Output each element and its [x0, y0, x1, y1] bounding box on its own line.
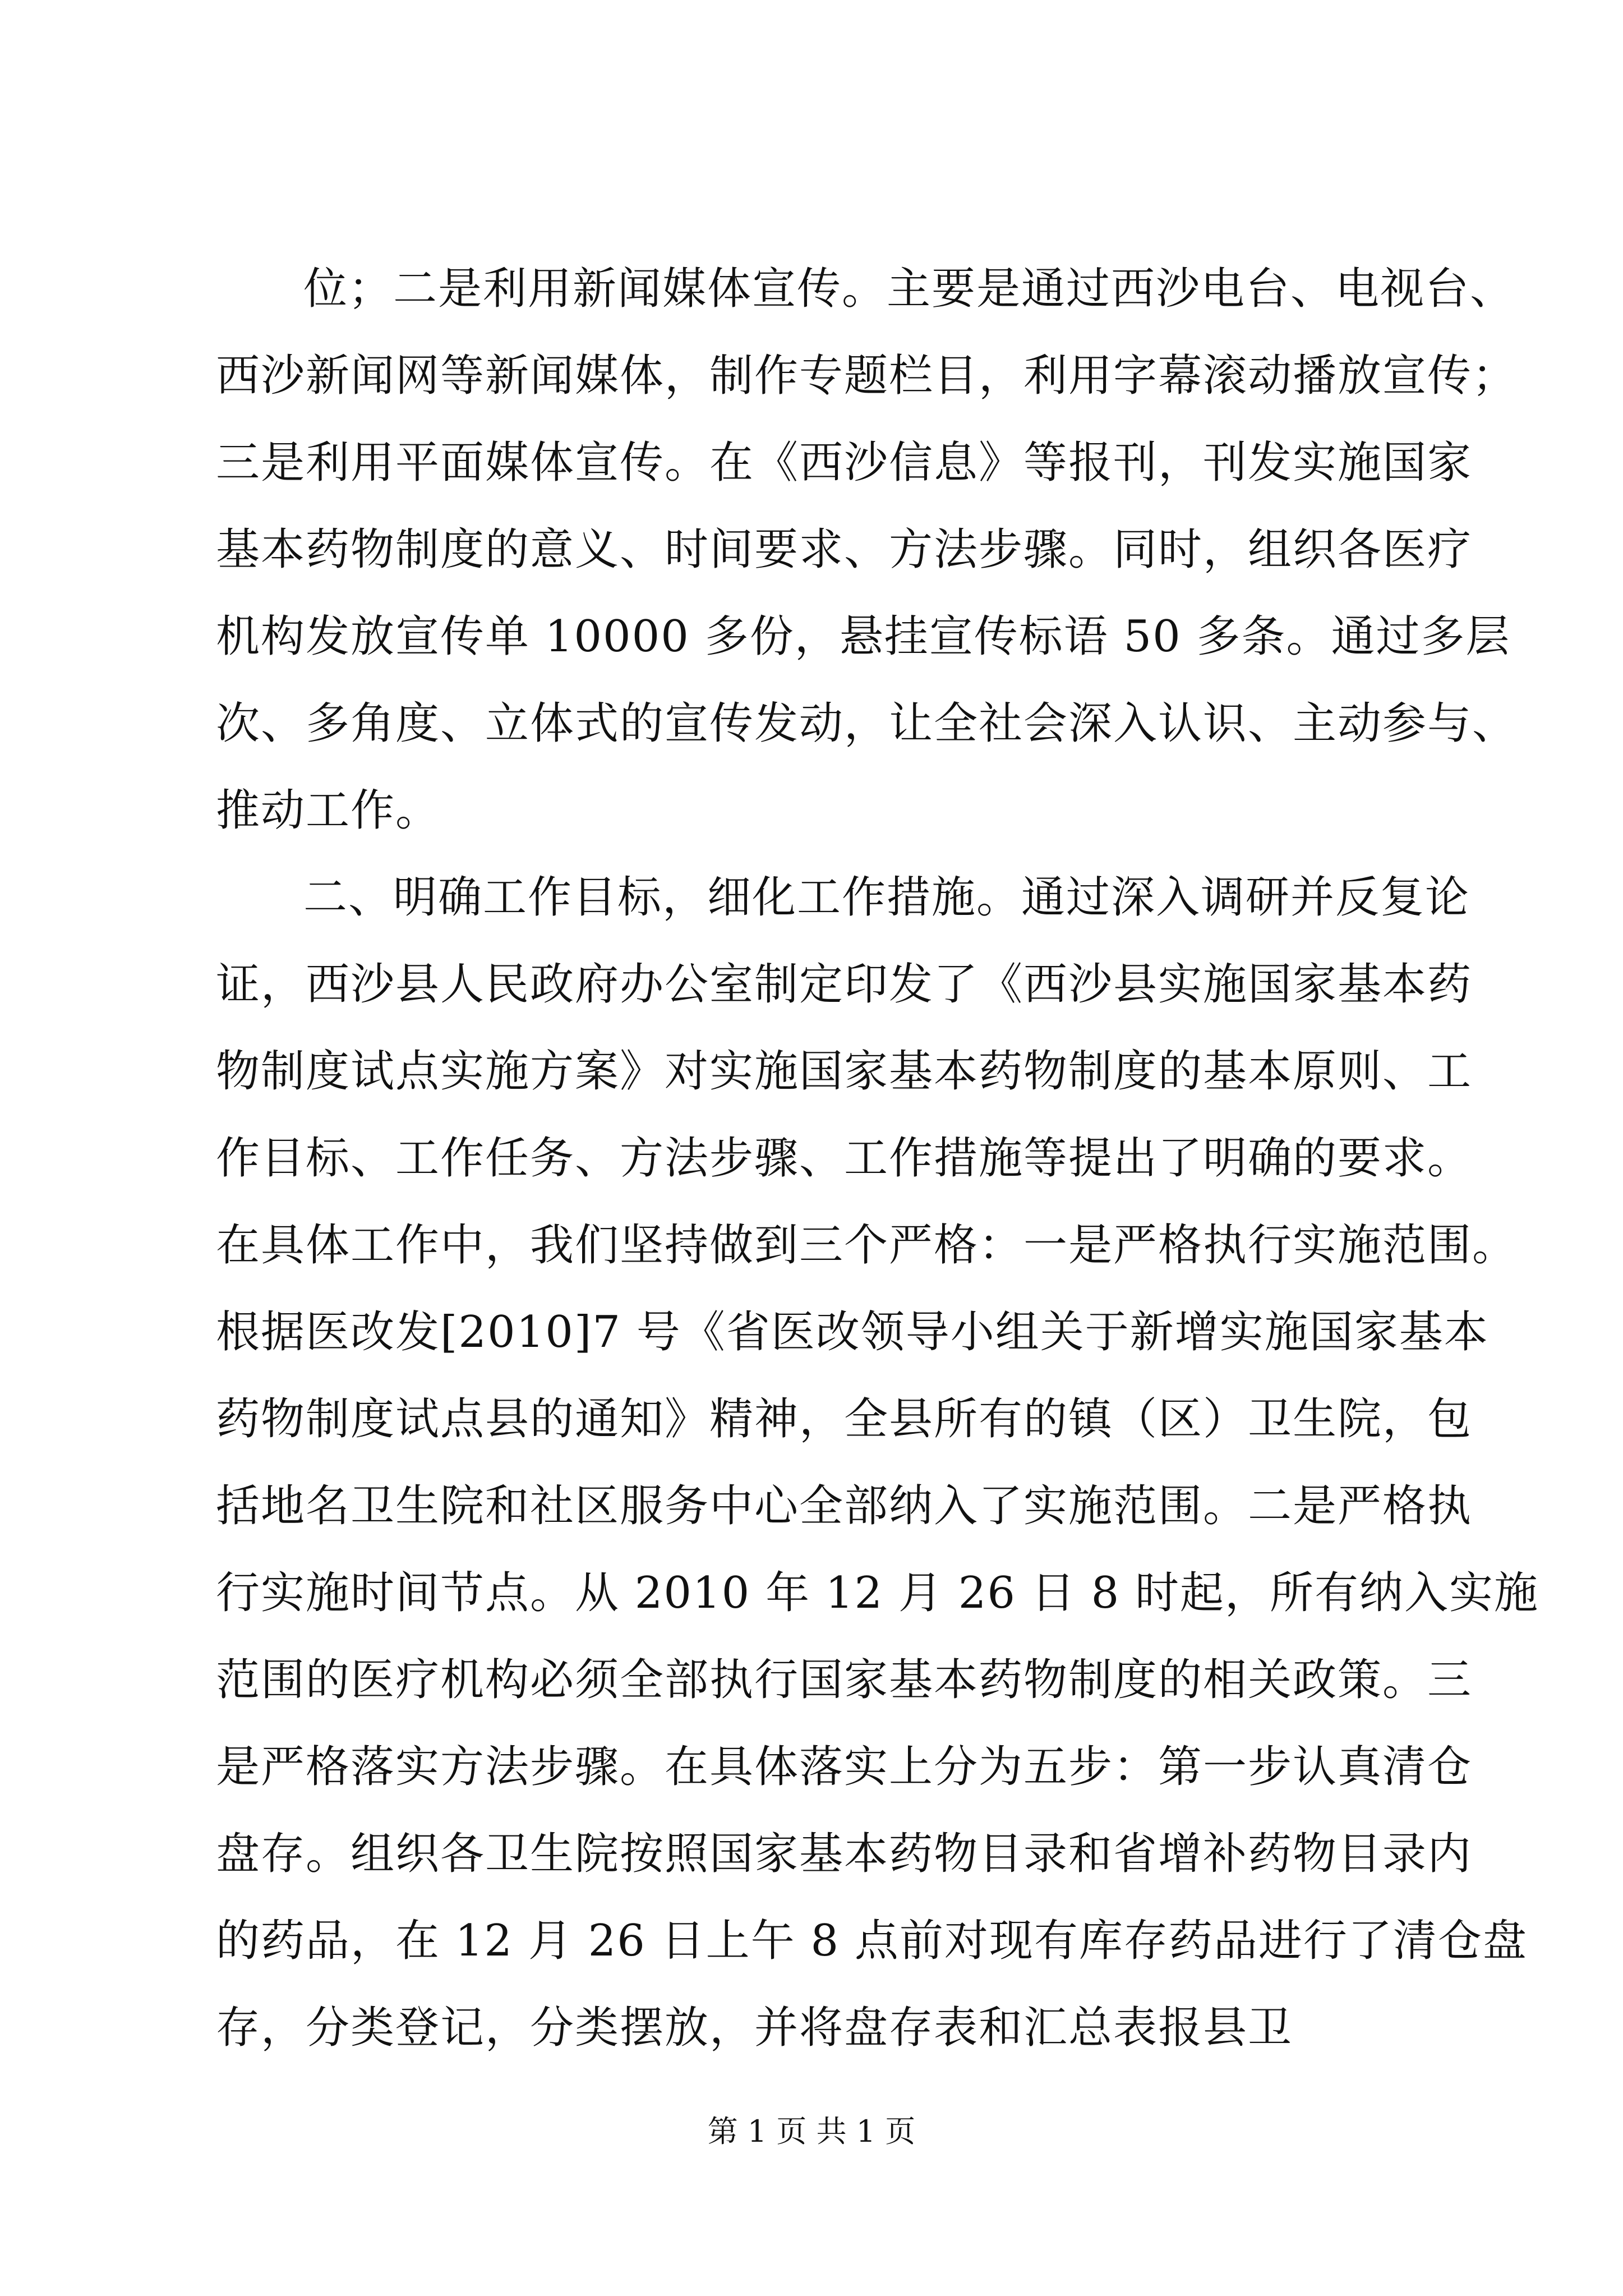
- text-line: 二、明确工作目标，细化工作措施。通过深入调研并反复论: [303, 872, 1470, 923]
- text-line: 在具体工作中，我们坚持做到三个严格：一是严格执行实施范围。: [216, 1220, 1518, 1271]
- text-line: 根据医改发[2010]7 号《省医改领导小组关于新增实施国家基本: [216, 1307, 1489, 1358]
- page-footer: 第 1 页 共 1 页: [707, 2114, 916, 2149]
- text-line: 药物制度试点县的通知》精神，全县所有的镇（区）卫生院，包: [216, 1394, 1473, 1444]
- text-line: 次、多角度、立体式的宣传发动，让全社会深入认识、主动参与、: [216, 698, 1518, 749]
- text-line: 行实施时间节点。从 2010 年 12 月 26 日 8 时起，所有纳入实施: [216, 1568, 1539, 1618]
- text-line: 存，分类登记，分类摆放，并将盘存表和汇总表报县卫: [216, 2003, 1293, 2053]
- body-text: [216, 246, 1539, 2072]
- text-line: 位；二是利用新闻媒体宣传。主要是通过西沙电台、电视台、: [303, 264, 1515, 314]
- text-line: 盘存。组织各卫生院按照国家基本药物目录和省增补药物目录内: [216, 1829, 1473, 1879]
- text-line: 基本药物制度的意义、时间要求、方法步骤。同时，组织各医疗: [216, 524, 1473, 575]
- text-line: 的药品，在 12 月 26 日上午 8 点前对现有库存药品进行了清仓盘: [216, 1916, 1528, 1966]
- text-line: 推动工作。: [216, 785, 441, 836]
- text-line: 范围的医疗机构必须全部执行国家基本药物制度的相关政策。三: [216, 1655, 1473, 1705]
- text-line: 西沙新闻网等新闻媒体，制作专题栏目，利用字幕滚动播放宣传；: [216, 351, 1518, 401]
- text-line: 是严格落实方法步骤。在具体落实上分为五步：第一步认真清仓: [216, 1742, 1473, 1792]
- text-line: 三是利用平面媒体宣传。在《西沙信息》等报刊，刊发实施国家: [216, 438, 1473, 488]
- text-line: 作目标、工作任务、方法步骤、工作措施等提出了明确的要求。: [216, 1133, 1473, 1184]
- text-line: 括地名卫生院和社区服务中心全部纳入了实施范围。二是严格执: [216, 1481, 1473, 1531]
- text-line: 物制度试点实施方案》对实施国家基本药物制度的基本原则、工: [216, 1046, 1473, 1097]
- text-line: 机构发放宣传单 10000 多份，悬挂宣传标语 50 多条。通过多层: [216, 611, 1511, 662]
- text-line: 证，西沙县人民政府办公室制定印发了《西沙县实施国家基本药: [216, 959, 1473, 1010]
